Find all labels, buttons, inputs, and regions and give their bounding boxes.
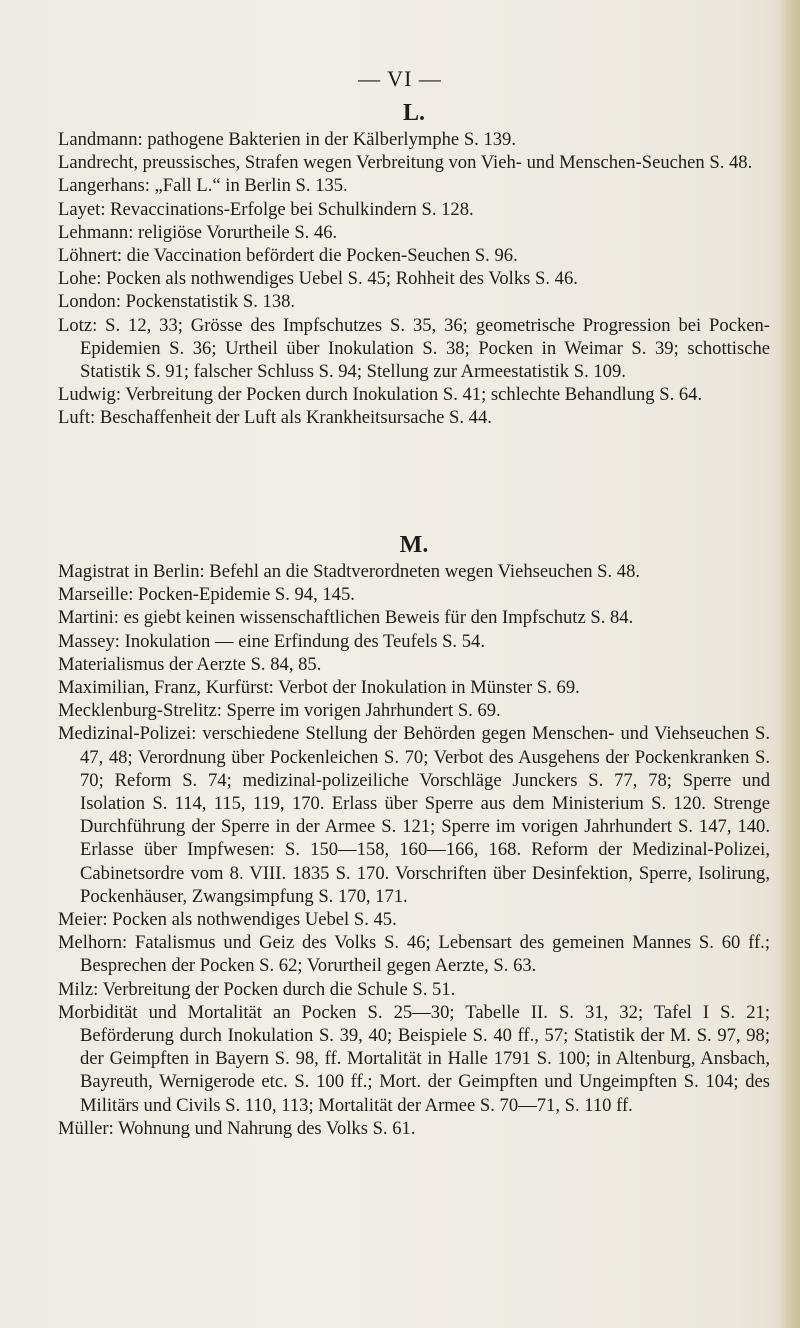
- page-edge-shadow: [778, 0, 800, 1328]
- index-entry: Melhorn: Fatalismus und Geiz des Volks S. 46; Lebensart des gemeinen Mannes S. 60 ff.; Besprechen der Pocken S. 62; Vorurtheil gegen Aerzte, S. 63.: [58, 932, 770, 977]
- index-entry: Marseille: Pocken-Epidemie S. 94, 145.: [58, 584, 355, 606]
- section-letter: L.: [402, 100, 425, 126]
- index-entry: Medizinal-Polizei: verschiedene Stellung der Behörden gegen Menschen- und Viehseuchen S. 47, 48; Verordnung über Pockenleichen S. 70; Verbot des Ausgehens der Pockenkranken S. 70; Reform S. 74; medizinal-polizeiliche Vorschläge Junckers S. 77, 78; Sperre und Isolation S. 114, 115, 119, 170. Erlass über Sperre aus dem Ministerium S. 120. Strenge Durchführung der Sperre in der Armee S. 121; Sperre im vorigen Jahrhundert S. 147, 140. Erlasse über Impfwesen: S. 150—158, 160—166, 168. Reform der Medizinal-Polizei, Cabinetsordre vom 8. VIII. 1835 S. 170. Vorschriften über Desinfektion, Sperre, Isolirung, Pockenhäuser, Zwangsimpfung S. 170, 171.: [58, 723, 770, 907]
- index-entry: Lotz: S. 12, 33; Grösse des Impfschutzes S. 35, 36; geometrische Progression bei Pocken-Epidemien S. 36; Urtheil über Inokulation S. 38; Pocken in Weimar S. 39; schottische Statistik S. 91; falscher Schluss S. 94; Stellung zur Armeestatistik S. 109.: [58, 314, 770, 383]
- index-entry: Martini: es giebt keinen wissenschaftlichen Beweis für den Impfschutz S. 84.: [58, 607, 634, 629]
- index-entry: Luft: Beschaffenheit der Luft als Krankheitsursache S. 44.: [58, 407, 492, 429]
- index-entry: Landrecht, preussisches, Strafen wegen Verbreitung von Vieh- und Menschen-Seuchen S. 48.: [58, 152, 753, 174]
- index-entry: Meier: Pocken als nothwendiges Uebel S. 45.: [58, 909, 397, 931]
- index-entry: Massey: Inokulation — eine Erfindung des Teufels S. 54.: [58, 630, 485, 652]
- index-entry: Langerhans: „Fall L.“ in Berlin S. 135.: [58, 175, 348, 197]
- index-entry: Ludwig: Verbreitung der Pocken durch Inokulation S. 41; schlechte Behandlung S. 64.: [58, 384, 703, 406]
- index-entry: Lehmann: religiöse Vorurtheile S. 46.: [58, 221, 338, 243]
- index-entry: Lohe: Pocken als nothwendiges Uebel S. 45; Rohheit des Volks S. 46.: [58, 268, 578, 290]
- index-section-l: [58, 98, 770, 430]
- index-entry: Landmann: pathogene Bakterien in der Kälberlymphe S. 139.: [58, 129, 516, 150]
- index-entry: Milz: Verbreitung der Pocken durch die Schule S. 51.: [58, 978, 456, 1000]
- index-entry: Morbidität und Mortalität an Pocken S. 25—30; Tabelle II. S. 31, 32; Tafel I S. 21; Beförderung durch Inokulation S. 39, 40; Beispiele S. 40 ff., 57; Statistik der M. S. 97, 98; der Geimpften in Bayern S. 98, ff. Mortalität in Halle 1791 S. 100; in Altenburg, Ansbach, Bayreuth, Wernigerode etc. S. 100 ff.; Mort. der Geimpften und Ungeimpften S. 104; des Militärs und Civils S. 110, 113; Mortalität der Armee S. 70—71, S. 110 ff.: [58, 1001, 770, 1116]
- index-entry: Magistrat in Berlin: Befehl an die Stadtverordneten wegen Viehseuchen S. 48.: [58, 561, 641, 582]
- index-section-m: [58, 530, 770, 1140]
- index-entry: Materialismus der Aerzte S. 84, 85.: [58, 653, 322, 675]
- index-entry: Mecklenburg-Strelitz: Sperre im vorigen Jahrhundert S. 69.: [58, 700, 501, 722]
- page-number: — VI —: [358, 66, 442, 91]
- index-entry: Layet: Revaccinations-Erfolge bei Schulkindern S. 128.: [58, 198, 474, 220]
- index-entry: Müller: Wohnung und Nahrung des Volks S. 61.: [58, 1117, 416, 1139]
- index-entry: London: Pockenstatistik S. 138.: [58, 291, 296, 313]
- section-letter: M.: [399, 532, 429, 558]
- index-entry: Maximilian, Franz, Kurfürst: Verbot der Inokulation in Münster S. 69.: [58, 677, 580, 699]
- index-entry: Löhnert: die Vaccination befördert die Pocken-Seuchen S. 96.: [58, 245, 518, 267]
